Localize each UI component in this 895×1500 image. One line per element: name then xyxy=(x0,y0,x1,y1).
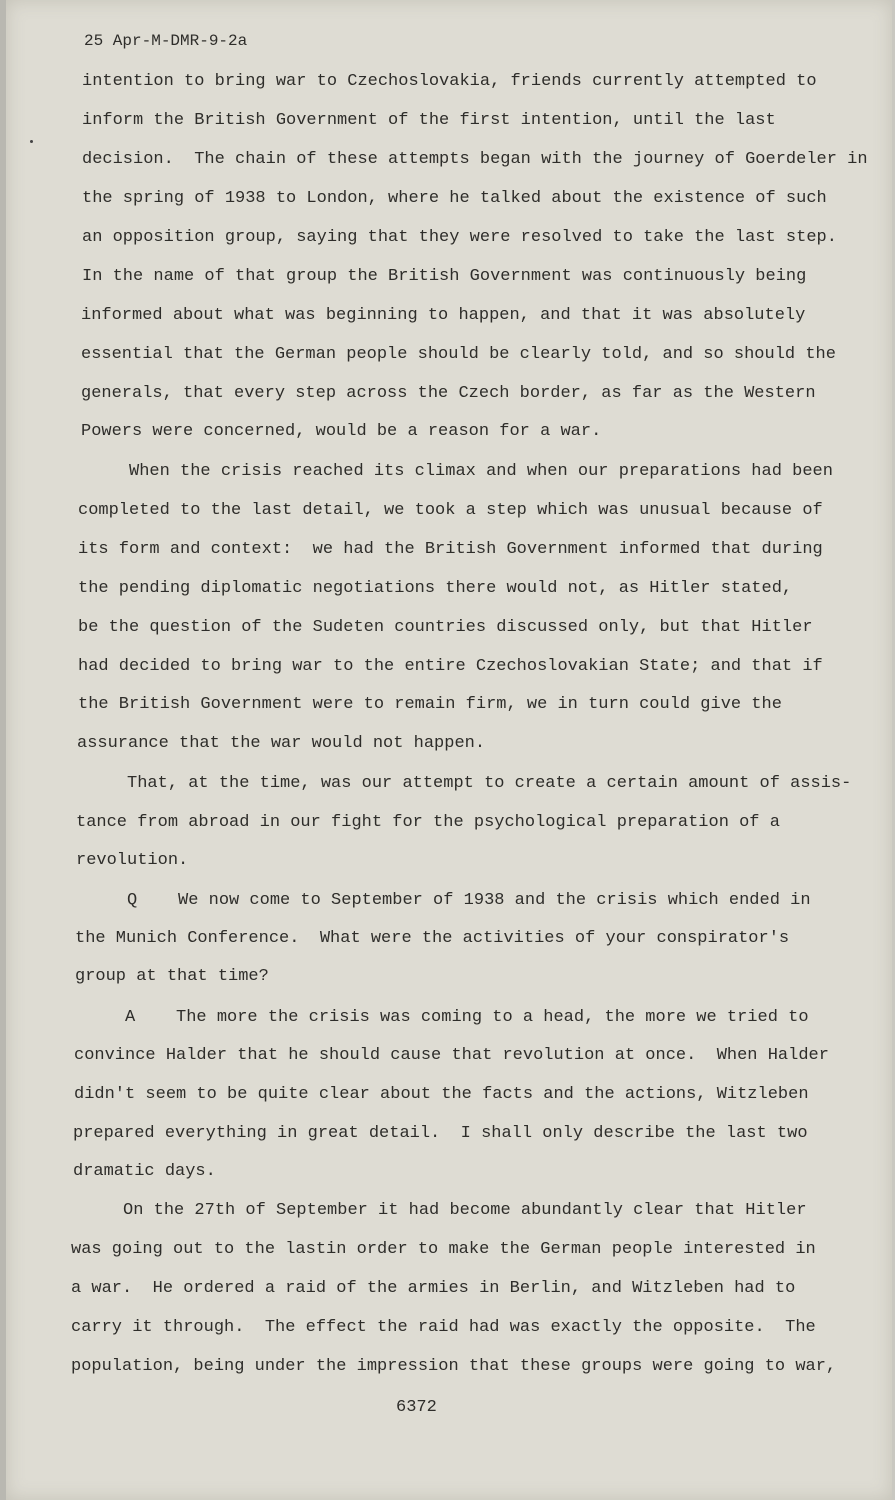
text-line: dramatic days. xyxy=(73,1162,216,1181)
text-line: convince Halder that he should cause that revolution at once. When Halder xyxy=(74,1046,829,1065)
text-line: group at that time? xyxy=(75,967,269,986)
text-line: population, being under the impression that these groups were going to war, xyxy=(71,1357,837,1376)
text-line: assurance that the war would not happen. xyxy=(77,734,486,753)
text-line: On the 27th of September it had become abundantly clear that Hitler xyxy=(72,1201,807,1220)
text-line: be the question of the Sudeten countries discussed only, but that Hitler xyxy=(78,618,813,637)
text-line: tance from abroad in our fight for the psychological preparation of a xyxy=(76,813,780,832)
text-line: revolution. xyxy=(76,851,189,870)
text-line: its form and context: we had the British Government informed that during xyxy=(78,540,823,559)
text-line: the Munich Conference. What were the activities of your conspirator's xyxy=(75,929,790,948)
text-line: Powers were concerned, would be a reason for a war. xyxy=(81,422,602,441)
text-line: the pending diplomatic negotiations there would not, as Hitler stated, xyxy=(78,579,793,598)
text-line: inform the British Government of the first intention, until the last xyxy=(82,111,776,130)
text-line: In the name of that group the British Government was continuously being xyxy=(82,267,807,286)
text-line: the British Government were to remain firm, we in turn could give the xyxy=(78,695,782,714)
text-line: essential that the German people should be clearly told, and so should the xyxy=(81,345,836,364)
text-line: prepared everything in great detail. I shall only describe the last two xyxy=(73,1124,808,1143)
text-line: decision. The chain of these attempts began with the journey of Goerdeler in xyxy=(82,150,868,169)
text-line: an opposition group, saying that they were resolved to take the last step. xyxy=(82,228,837,247)
text-line: A The more the crisis was coming to a head, the more we tried to xyxy=(74,1008,809,1027)
text-line: That, at the time, was our attempt to create a certain amount of assis- xyxy=(76,774,852,793)
text-line: was going out to the lastin order to make the German people interested in xyxy=(71,1240,816,1259)
text-line: didn't seem to be quite clear about the facts and the actions, Witzleben xyxy=(74,1085,809,1104)
text-line: Q We now come to September of 1938 and the crisis which ended in xyxy=(76,891,811,910)
text-line: intention to bring war to Czechoslovakia, friends currently attempted to xyxy=(82,72,817,91)
text-line: completed to the last detail, we took a step which was unusual because of xyxy=(78,501,823,520)
ink-speck xyxy=(30,140,33,143)
text-line: the spring of 1938 to London, where he talked about the existence of such xyxy=(82,189,827,208)
text-line: generals, that every step across the Czech border, as far as the Western xyxy=(81,384,816,403)
text-line: had decided to bring war to the entire Czechoslovakian State; and that if xyxy=(78,657,823,676)
text-line: carry it through. The effect the raid had was exactly the opposite. The xyxy=(71,1318,816,1337)
text-line: When the crisis reached its climax and when our preparations had been xyxy=(78,462,833,481)
text-line: a war. He ordered a raid of the armies in Berlin, and Witzleben had to xyxy=(71,1279,796,1298)
page-number: 6372 xyxy=(396,1398,437,1417)
document-header: 25 Apr-M-DMR-9-2a xyxy=(84,32,248,50)
text-line: informed about what was beginning to happen, and that it was absolutely xyxy=(81,306,806,325)
